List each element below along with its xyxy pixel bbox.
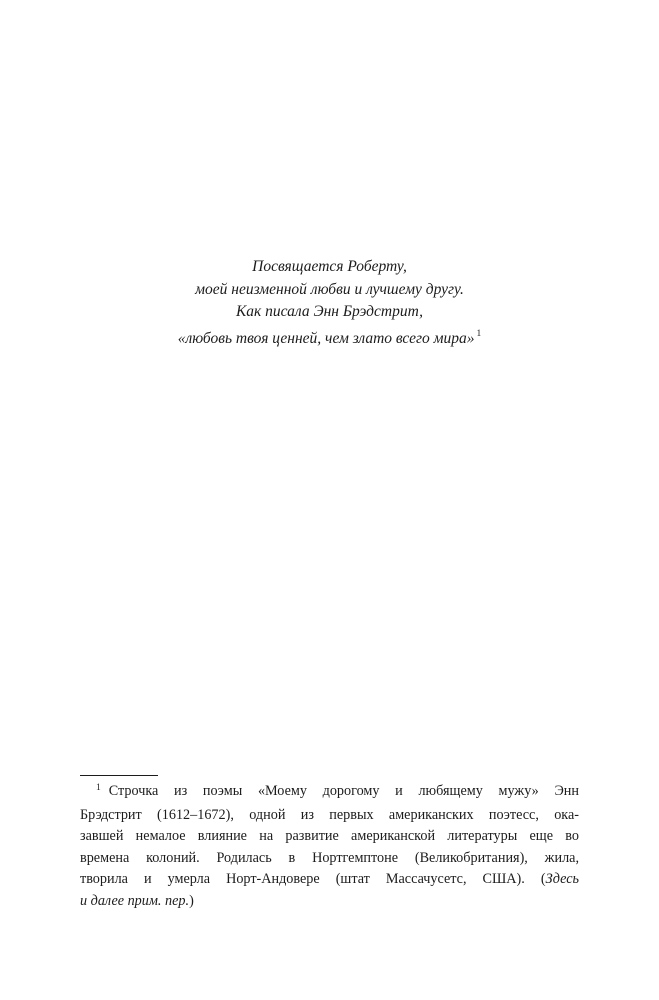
footnote-line-5-text: творила и умерла Норт-Андовере (штат Массачусетс, США). ( [80,871,546,887]
footnote-note-italic-1: Здесь [545,871,579,887]
footnote-line-1 [80,781,579,805]
footnote-divider [80,775,158,776]
dedication-line-3: Как писала Энн Брэдстрит, [235,303,424,320]
footnote-line-6 [80,891,579,913]
footnote-line-1-text: Строчка из поэмы «Моему дорогому и любящему мужу» Энн [108,783,579,799]
footnote-line-3: завшей немалое влияние на развитие американской литературы еще во [80,828,579,844]
dedication [0,256,659,350]
dedication-line-2: моей неизменной любви и лучшему другу. [195,280,464,298]
dedication-quote: «любовь твоя ценней, чем злато всего мира» [177,329,475,347]
footnote [80,781,579,912]
dedication-line-1: Посвящается Роберту, [252,258,407,275]
footnote-line-4: времена колоний. Родилась в Нортгемптоне (Великобритания), жила, [80,849,579,866]
footnote-marker: 1 [96,783,101,793]
dedication-line-4 [0,324,659,351]
footnote-line-5 [80,869,579,891]
footnote-reference: 1 [476,328,482,339]
footnote-note-close: ) [189,892,194,909]
footnote-line-2: Брэдстрит (1612–1672), одной из первых американских поэтесс, ока- [80,806,579,823]
footnote-note-italic-2: и далее прим. пер. [80,892,190,909]
